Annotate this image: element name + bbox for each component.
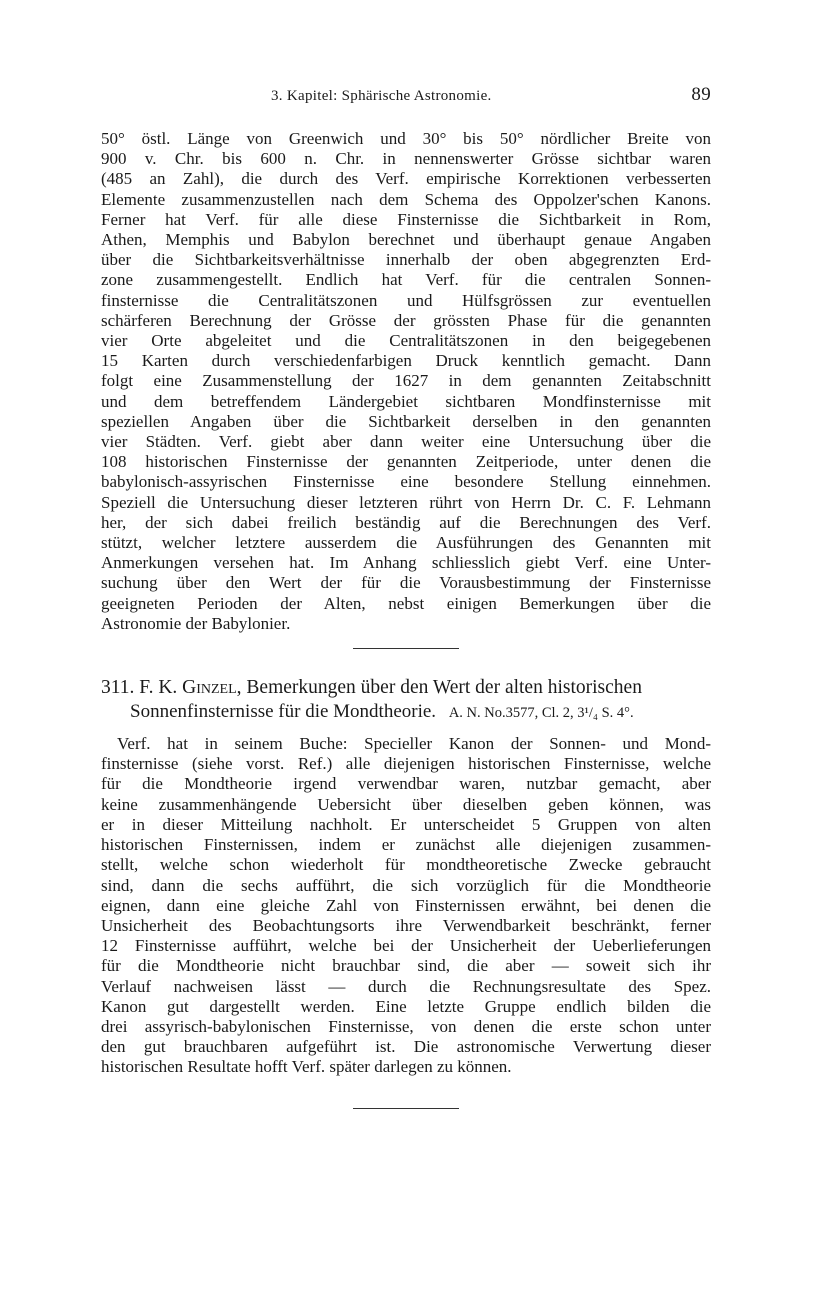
text-line: her, der sich dabei freilich beständig auf die Berechnungen des Verf. bbox=[101, 512, 711, 532]
entry-heading-line-1 bbox=[101, 676, 711, 700]
text-line: Verf. hat in seinem Buche: Specieller Kanon der Sonnen- und Mond- bbox=[117, 734, 711, 754]
text-line: finsternisse die Centralitätszonen und Hülfsgrössen zur eventuellen bbox=[101, 290, 711, 310]
text-line: Verlauf nachweisen lässt — durch die Rechnungsresultate des Spez. bbox=[101, 976, 711, 996]
text-line: 12 Finsternisse aufführt, welche bei der Unsicherheit der Ueberlieferungen bbox=[101, 936, 711, 956]
text-line: schärferen Berechnung der Grösse der grössten Phase für die genannten bbox=[101, 310, 711, 330]
entry-reference: A. N. No.3577, Cl. 2, 3¹/₄ S. 4°. bbox=[448, 705, 634, 722]
text-line: Astronomie der Babylonier. bbox=[101, 613, 291, 633]
text-line: speziellen Angaben über die Sichtbarkeit derselben in den genannten bbox=[101, 411, 711, 431]
text-line: sind, dann die sechs aufführt, die sich vorzüglich für die Mondtheorie bbox=[101, 875, 711, 895]
text-line: 50° östl. Länge von Greenwich und 30° bis 50° nördlicher Breite von bbox=[101, 129, 711, 148]
entry-author: F. K. Ginzel, bbox=[139, 677, 242, 699]
text-line: und dem betreffendem Ländergebiet sichtbaren Mondfinsternisse mit bbox=[101, 391, 711, 411]
text-line: Anmerkungen versehen hat. Im Anhang schliesslich giebt Verf. eine Unter- bbox=[101, 553, 711, 573]
entry-311 bbox=[101, 676, 711, 1077]
text-line: stützt, welcher letztere ausserdem die Ausführungen des Genannten mit bbox=[101, 533, 711, 553]
text-line: 900 v. Chr. bis 600 n. Chr. in nennenswerter Grösse sichtbar waren bbox=[101, 149, 711, 169]
text-line: Kanon gut dargestellt werden. Eine letzte Gruppe endlich bilden die bbox=[101, 996, 711, 1016]
text-line: babylonisch-assyrischen Finsternisse eine besondere Stellung einnehmen. bbox=[101, 472, 711, 492]
text-line: er in dieser Mitteilung nachholt. Er unterscheidet 5 Gruppen von alten bbox=[101, 814, 711, 834]
text-line: Speziell die Untersuchung dieser letzteren rührt von Herrn Dr. C. F. Lehmann bbox=[101, 492, 711, 512]
text-line: Athen, Memphis und Babylon berechnet und überhaupt genaue Angaben bbox=[101, 230, 711, 250]
book-page bbox=[101, 84, 711, 1109]
continued-paragraph bbox=[101, 129, 711, 634]
text-line: (485 an Zahl), die durch des Verf. empirische Korrektionen verbesserten bbox=[101, 169, 711, 189]
text-line: über die Sichtbarkeitsverhältnisse innerhalb der oben abgegrenzten Erd- bbox=[101, 250, 711, 270]
entry-title-part-1: Bemerkungen über den Wert der alten historischen bbox=[246, 677, 642, 699]
text-line: für die Mondtheorie nicht brauchbar sind, die aber — soweit sich ihr bbox=[101, 956, 711, 976]
chapter-heading: 3. Kapitel: Sphärische Astronomie. bbox=[271, 88, 492, 104]
text-line: historischen Resultate hofft Verf. später darlegen zu können. bbox=[101, 1057, 512, 1077]
section-divider bbox=[353, 648, 459, 649]
section-divider bbox=[353, 1108, 459, 1109]
entry-title-part-2: Sonnenfinsternisse für die Mondtheorie. bbox=[130, 701, 437, 723]
text-line: drei assyrisch-babylonischen Finsternisse, von denen die erste schon unter bbox=[101, 1016, 711, 1036]
text-line: folgt eine Zusammenstellung der 1627 in dem genannten Zeitabschnitt bbox=[101, 371, 711, 391]
text-line: finsternisse (siehe vorst. Ref.) alle diejenigen historischen Finsternisse, welche bbox=[101, 754, 711, 774]
entry-heading bbox=[101, 676, 711, 725]
entry-number: 311. bbox=[101, 677, 135, 699]
text-line: historischen Finsternissen, indem er zunächst alle diejenigen zusammen- bbox=[101, 835, 711, 855]
text-line: 15 Karten durch verschiedenfarbigen Druck kenntlich gemacht. Dann bbox=[101, 351, 711, 371]
entry-heading-line-2 bbox=[101, 700, 711, 725]
text-line: 108 historischen Finsternisse der genannten Zeitperiode, unter denen die bbox=[101, 452, 711, 472]
text-line: den gut brauchbaren aufgeführt ist. Die astronomische Verwertung dieser bbox=[101, 1037, 711, 1057]
text-line: geeigneten Perioden der Alten, nebst einigen Bemerkungen über die bbox=[101, 593, 711, 613]
text-line: keine zusammenhängende Uebersicht über dieselben geben können, was bbox=[101, 794, 711, 814]
text-line: Unsicherheit des Beobachtungsorts ihre Verwendbarkeit beschränkt, ferner bbox=[101, 915, 711, 935]
entry-body bbox=[101, 734, 711, 1077]
running-head bbox=[101, 84, 711, 110]
text-line: suchung über den Wert der für die Vorausbestimmung der Finsternisse bbox=[101, 573, 711, 593]
text-line: Elemente zusammenzustellen nach dem Schema des Oppolzer'schen Kanons. bbox=[101, 189, 711, 209]
text-line: eignen, dann eine gleiche Zahl von Finsternissen erwähnt, bei denen die bbox=[101, 895, 711, 915]
text-line: zone zusammengestellt. Endlich hat Verf. für die centralen Sonnen- bbox=[101, 270, 711, 290]
text-line: für die Mondtheorie irgend verwendbar waren, nutzbar gemacht, aber bbox=[101, 774, 711, 794]
page-number: 89 bbox=[691, 84, 711, 105]
text-line: vier Orte abgeleitet und die Centralitätszonen in den beigegebenen bbox=[101, 331, 711, 351]
text-line: Ferner hat Verf. für alle diese Finsternisse die Sichtbarkeit in Rom, bbox=[101, 209, 711, 229]
text-line: stellt, welche schon wiederholt für mondtheoretische Zwecke gebraucht bbox=[101, 855, 711, 875]
text-line: vier Städten. Verf. giebt aber dann weiter eine Untersuchung über die bbox=[101, 432, 711, 452]
